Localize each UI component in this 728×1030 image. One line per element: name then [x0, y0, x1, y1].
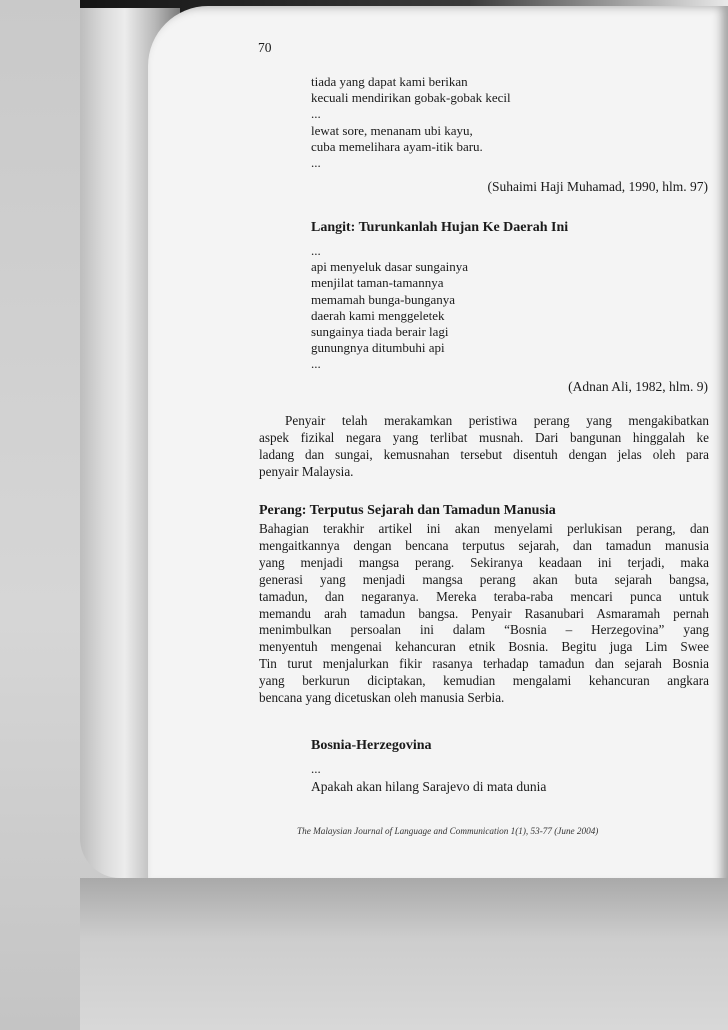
poem-excerpt-2: [311, 243, 468, 373]
poem-line: ...: [311, 356, 321, 372]
paragraph-line: yang berkurun diciptakan, kemudian mengalami kehancuran angkara: [259, 673, 709, 689]
body-paragraph-1: [259, 413, 709, 481]
poem-line: ...: [311, 106, 321, 122]
poem-title-2: Langit: Turunkanlah Hujan Ke Daerah Ini: [311, 220, 569, 235]
paragraph-line: menimbulkan persoalan ini dalam “Bosnia – Herzegovina” yang: [259, 622, 709, 638]
poem-line: kecuali mendirikan gobak-gobak kecil: [311, 90, 511, 106]
paragraph-line: bencana yang dicetuskan oleh manusia Serbia.: [259, 690, 505, 706]
poem-line: tiada yang dapat kami berikan: [311, 74, 468, 89]
poem-line: sungainya tiada berair lagi: [311, 324, 449, 340]
poem-citation-1: (Suhaimi Haji Muhamad, 1990, hlm. 97): [487, 179, 708, 194]
poem-citation-2: (Adnan Ali, 1982, hlm. 9): [568, 379, 708, 394]
poem-title-3: Bosnia-Herzegovina: [311, 738, 432, 753]
paragraph-line: Penyair telah merakamkan peristiwa perang yang mengakibatkan: [285, 413, 709, 428]
poem-line: ...: [311, 761, 321, 776]
poem-excerpt-1: [311, 74, 511, 171]
poem-line: menjilat taman-tamannya: [311, 275, 444, 291]
poem-excerpt-3: [311, 761, 546, 795]
paragraph-line: menyentuh mengenai kehancuran etnik Bosnia. Begitu juga Lim Swee: [259, 639, 709, 655]
poem-line: ...: [311, 243, 321, 258]
paragraph-line: mengaitkannya dengan bencana terputus sejarah, dan tamadun manusia: [259, 537, 709, 553]
poem-line: ...: [311, 155, 321, 171]
body-paragraph-2: [259, 521, 709, 707]
paragraph-line: tamadun, dan negaranya. Mereka teraba-raba mencari punca untuk: [259, 588, 709, 604]
paragraph-line: Tin turut menjalurkan fikir rasanya terhadap tamadun dan sejarah Bosnia: [259, 656, 709, 672]
poem-line: lewat sore, menanam ubi kayu,: [311, 122, 473, 138]
poem-line: daerah kami menggeletek: [311, 307, 445, 323]
page-number: 70: [258, 40, 272, 55]
poem-line: Apakah akan hilang Sarajevo di mata dunia: [311, 779, 547, 795]
paragraph-line: generasi yang menjadi mangsa perang akan buta sejarah bangsa,: [259, 571, 709, 587]
paragraph-line: memandu arah tamadun bangsa. Penyair Rasanubari Asmaramah pernah: [259, 605, 709, 621]
poem-line: gunungnya ditumbuhi api: [311, 340, 445, 356]
paragraph-line: penyair Malaysia.: [259, 463, 354, 479]
paragraph-line: aspek fizikal negara yang terlibat musnah. Dari bangunan hinggalah ke: [259, 429, 709, 445]
paragraph-line: ladang dan sungai, kemusnahan tersebut disentuh dengan jelas oleh para: [259, 446, 709, 462]
paragraph-line: Bahagian terakhir artikel ini akan menyelami perlukisan perang, dan: [259, 521, 709, 536]
poem-line: memamah bunga-bunganya: [311, 291, 456, 307]
poem-line: cuba memelihara ayam-itik baru.: [311, 138, 483, 154]
paragraph-line: yang menjadi mangsa perang. Sekiranya keadaan ini terjadi, maka: [259, 554, 709, 570]
journal-footer: The Malaysian Journal of Language and Communication 1(1), 53-77 (June 2004): [297, 826, 599, 836]
poem-line: api menyeluk dasar sungainya: [311, 259, 469, 275]
section-heading: Perang: Terputus Sejarah dan Tamadun Manusia: [259, 503, 556, 518]
